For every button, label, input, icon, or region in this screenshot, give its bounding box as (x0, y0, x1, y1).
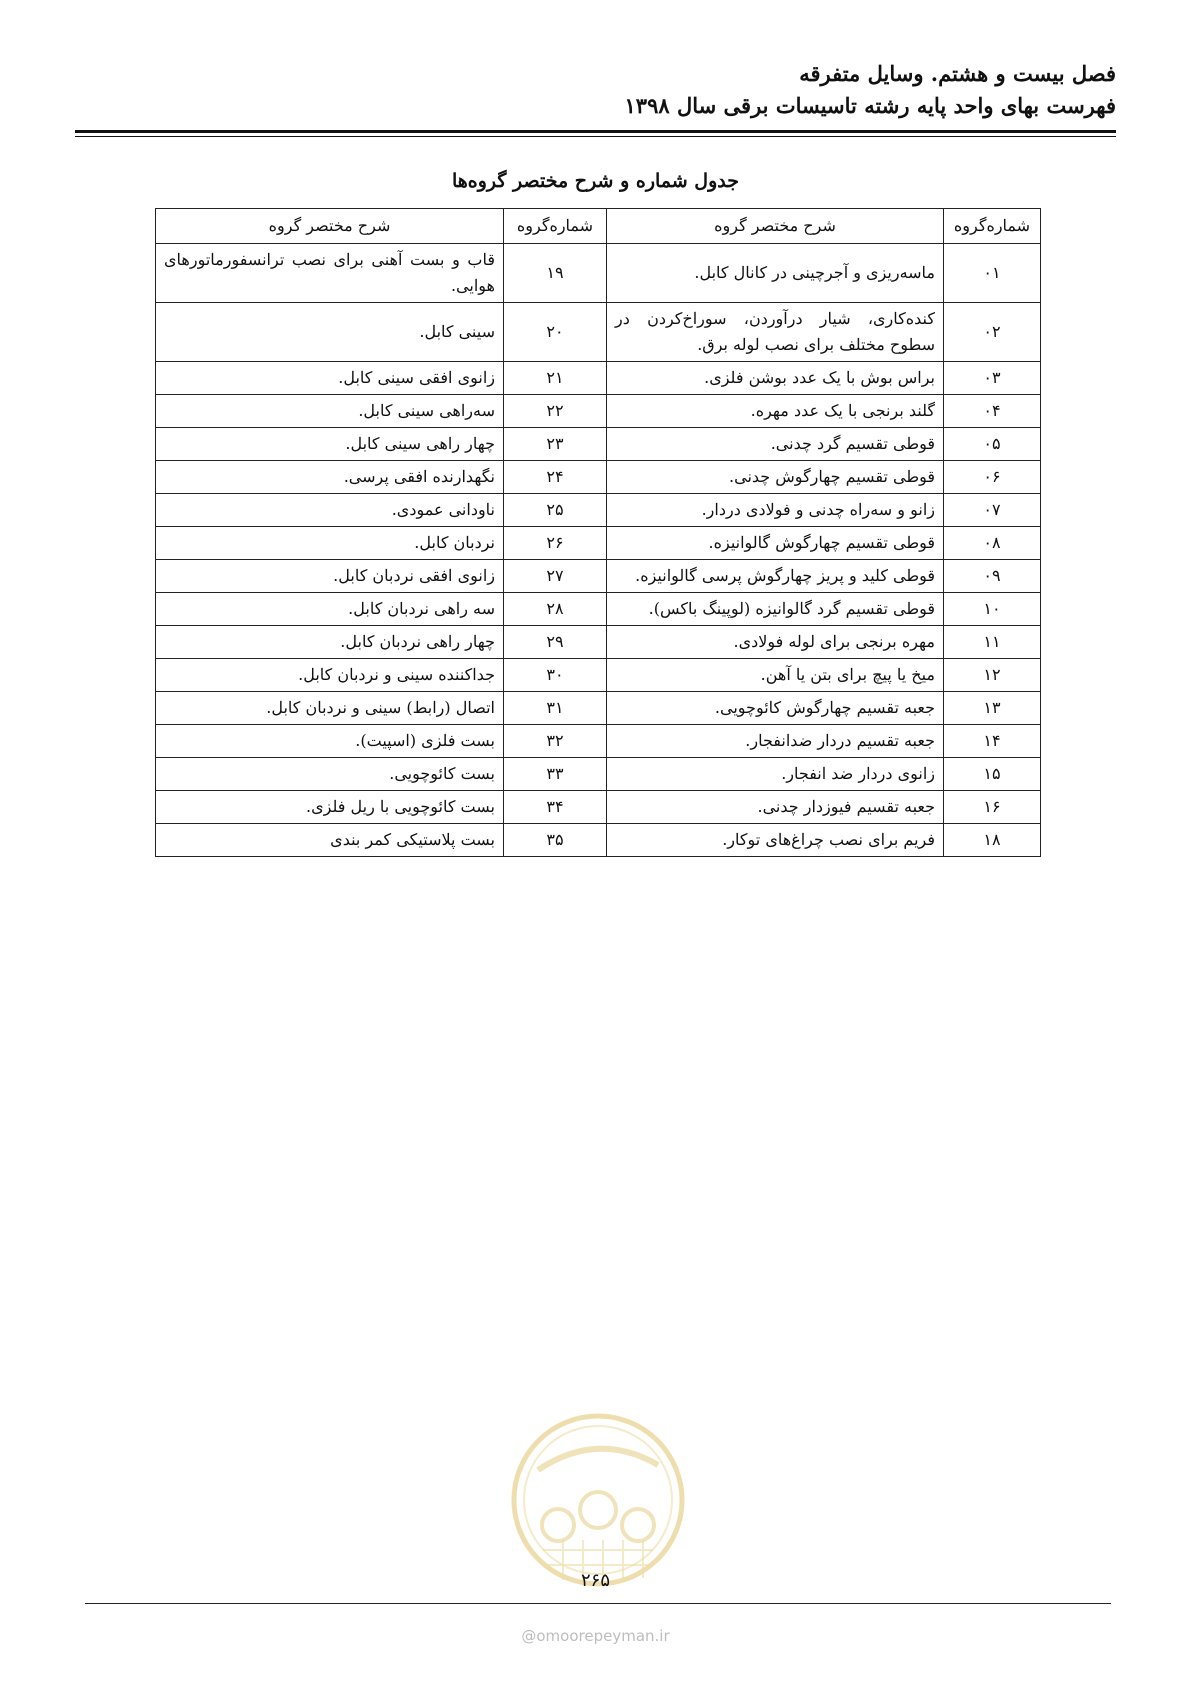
table-row (156, 758, 1041, 791)
group-description-cell: زانوی دردار ضد انفجار. (607, 758, 944, 791)
group-number-cell: ۳۳ (504, 758, 607, 791)
group-description-cell: زانوی افقی سینی کابل. (156, 362, 504, 395)
group-number-cell: ۲۶ (504, 527, 607, 560)
group-number-cell: ۱۵ (944, 758, 1041, 791)
group-description-cell: بست کائوچویی با ریل فلزی. (156, 791, 504, 824)
group-description-cell: گلند برنجی با یک عدد مهره. (607, 395, 944, 428)
table-header-row (156, 209, 1041, 244)
group-number-cell: ۲۲ (504, 395, 607, 428)
table-row (156, 494, 1041, 527)
group-number-cell: ۲۴ (504, 461, 607, 494)
group-description-cell: بست کائوچویی. (156, 758, 504, 791)
group-description-cell: ماسه‌ریزی و آجرچینی در کانال کابل. (607, 244, 944, 303)
group-number-cell: ۰۱ (944, 244, 1041, 303)
group-description-cell: سه راهی نردبان کابل. (156, 593, 504, 626)
group-number-cell: ۳۱ (504, 692, 607, 725)
group-description-cell: بست فلزی (اسپیت). (156, 725, 504, 758)
group-number-cell: ۲۱ (504, 362, 607, 395)
group-number-cell: ۰۷ (944, 494, 1041, 527)
group-number-cell: ۰۴ (944, 395, 1041, 428)
table-row (156, 395, 1041, 428)
watermark-site: @omoorepeyman.ir (521, 1627, 670, 1645)
table-row (156, 560, 1041, 593)
group-description-cell: قوطی تقسیم گرد چدنی. (607, 428, 944, 461)
table-title: جدول شماره و شرح مختصر گروه‌ها (451, 170, 740, 192)
group-description-cell: قوطی تقسیم چهارگوش گالوانیزه. (607, 527, 944, 560)
group-number-cell: ۰۸ (944, 527, 1041, 560)
group-number-cell: ۲۷ (504, 560, 607, 593)
page-header (625, 58, 1116, 122)
group-number-cell: ۱۹ (504, 244, 607, 303)
group-description-cell: براس بوش با یک عدد بوشن فلزی. (607, 362, 944, 395)
group-number-cell: ۱۶ (944, 791, 1041, 824)
group-description-cell: جعبه تقسیم دردار ضدانفجار. (607, 725, 944, 758)
omoor-peyman-logo-watermark (508, 1410, 688, 1590)
page-number: ۲۶۵ (580, 1570, 610, 1591)
group-description-cell: نردبان کابل. (156, 527, 504, 560)
chapter-title: فصل بیست و هشتم. وسایل متفرقه (799, 61, 1116, 86)
group-description-cell: بست پلاستیکی کمر بندی (156, 824, 504, 857)
group-number-cell: ۱۸ (944, 824, 1041, 857)
group-number-cell: ۰۹ (944, 560, 1041, 593)
document-subtitle: فهرست بهای واحد پایه رشته تاسیسات برقی سال ۱۳۹۸ (624, 93, 1116, 118)
group-description-cell: زانو و سه‌راه چدنی و فولادی دردار. (607, 494, 944, 527)
group-description-cell: قوطی تقسیم چهارگوش چدنی. (607, 461, 944, 494)
group-description-cell: مهره برنجی برای لوله فولادی. (607, 626, 944, 659)
group-number-cell: ۱۳ (944, 692, 1041, 725)
group-description-cell: ناودانی عمودی. (156, 494, 504, 527)
group-number-cell: ۲۵ (504, 494, 607, 527)
table-row (156, 824, 1041, 857)
group-number-cell: ۲۹ (504, 626, 607, 659)
group-number-cell: ۱۲ (944, 659, 1041, 692)
table-body (156, 244, 1041, 857)
group-description-cell: سه‌راهی سینی کابل. (156, 395, 504, 428)
header-rule-thin (75, 136, 1116, 137)
table-row (156, 692, 1041, 725)
group-description-cell: قوطی تقسیم گرد گالوانیزه (لوپینگ باکس). (607, 593, 944, 626)
footer-rule (85, 1603, 1111, 1604)
group-description-cell: جداکننده سینی و نردبان کابل. (156, 659, 504, 692)
group-description-cell: زانوی افقی نردبان کابل. (156, 560, 504, 593)
header-rule-thick (75, 130, 1116, 133)
groups-table (155, 208, 1041, 857)
group-number-cell: ۲۰ (504, 303, 607, 362)
table-row (156, 626, 1041, 659)
group-description-cell: سینی کابل. (156, 303, 504, 362)
group-number-cell: ۳۴ (504, 791, 607, 824)
group-number-cell: ۰۶ (944, 461, 1041, 494)
header-description: شرح مختصر گروه (607, 209, 944, 244)
group-description-cell: میخ یا پیچ برای بتن یا آهن. (607, 659, 944, 692)
group-description-cell: جعبه تقسیم چهارگوش کائوچویی. (607, 692, 944, 725)
group-number-cell: ۳۵ (504, 824, 607, 857)
group-number-cell: ۱۰ (944, 593, 1041, 626)
table-row (156, 593, 1041, 626)
group-description-cell: قوطی کلید و پریز چهارگوش پرسی گالوانیزه. (607, 560, 944, 593)
group-number-cell: ۰۵ (944, 428, 1041, 461)
table-row (156, 362, 1041, 395)
group-number-cell: ۰۲ (944, 303, 1041, 362)
group-description-cell: کنده‌کاری، شیار درآوردن، سوراخ‌کردن در سطوح مختلف برای نصب لوله برق. (607, 303, 944, 362)
table-row (156, 791, 1041, 824)
group-description-cell: چهار راهی نردبان کابل. (156, 626, 504, 659)
group-description-cell: فریم برای نصب چراغ‌های توکار. (607, 824, 944, 857)
header-group-number: شماره‌گروه (944, 209, 1041, 244)
group-description-cell: جعبه تقسیم فیوزدار چدنی. (607, 791, 944, 824)
group-description-cell: اتصال (رابط) سینی و نردبان کابل. (156, 692, 504, 725)
group-number-cell: ۲۳ (504, 428, 607, 461)
table-row (156, 659, 1041, 692)
header-group-number: شماره‌گروه (504, 209, 607, 244)
group-description-cell: چهار راهی سینی کابل. (156, 428, 504, 461)
group-description-cell: نگهدارنده افقی پرسی. (156, 461, 504, 494)
table-row (156, 725, 1041, 758)
group-number-cell: ۳۰ (504, 659, 607, 692)
group-number-cell: ۳۲ (504, 725, 607, 758)
table-row (156, 527, 1041, 560)
group-description-cell: قاب و بست آهنی برای نصب ترانسفورماتورهای هوایی. (156, 244, 504, 303)
header-description: شرح مختصر گروه (156, 209, 504, 244)
group-number-cell: ۰۳ (944, 362, 1041, 395)
group-number-cell: ۱۱ (944, 626, 1041, 659)
table-row (156, 428, 1041, 461)
group-number-cell: ۲۸ (504, 593, 607, 626)
table-row (156, 244, 1041, 303)
group-number-cell: ۱۴ (944, 725, 1041, 758)
table-row (156, 461, 1041, 494)
table-row (156, 303, 1041, 362)
